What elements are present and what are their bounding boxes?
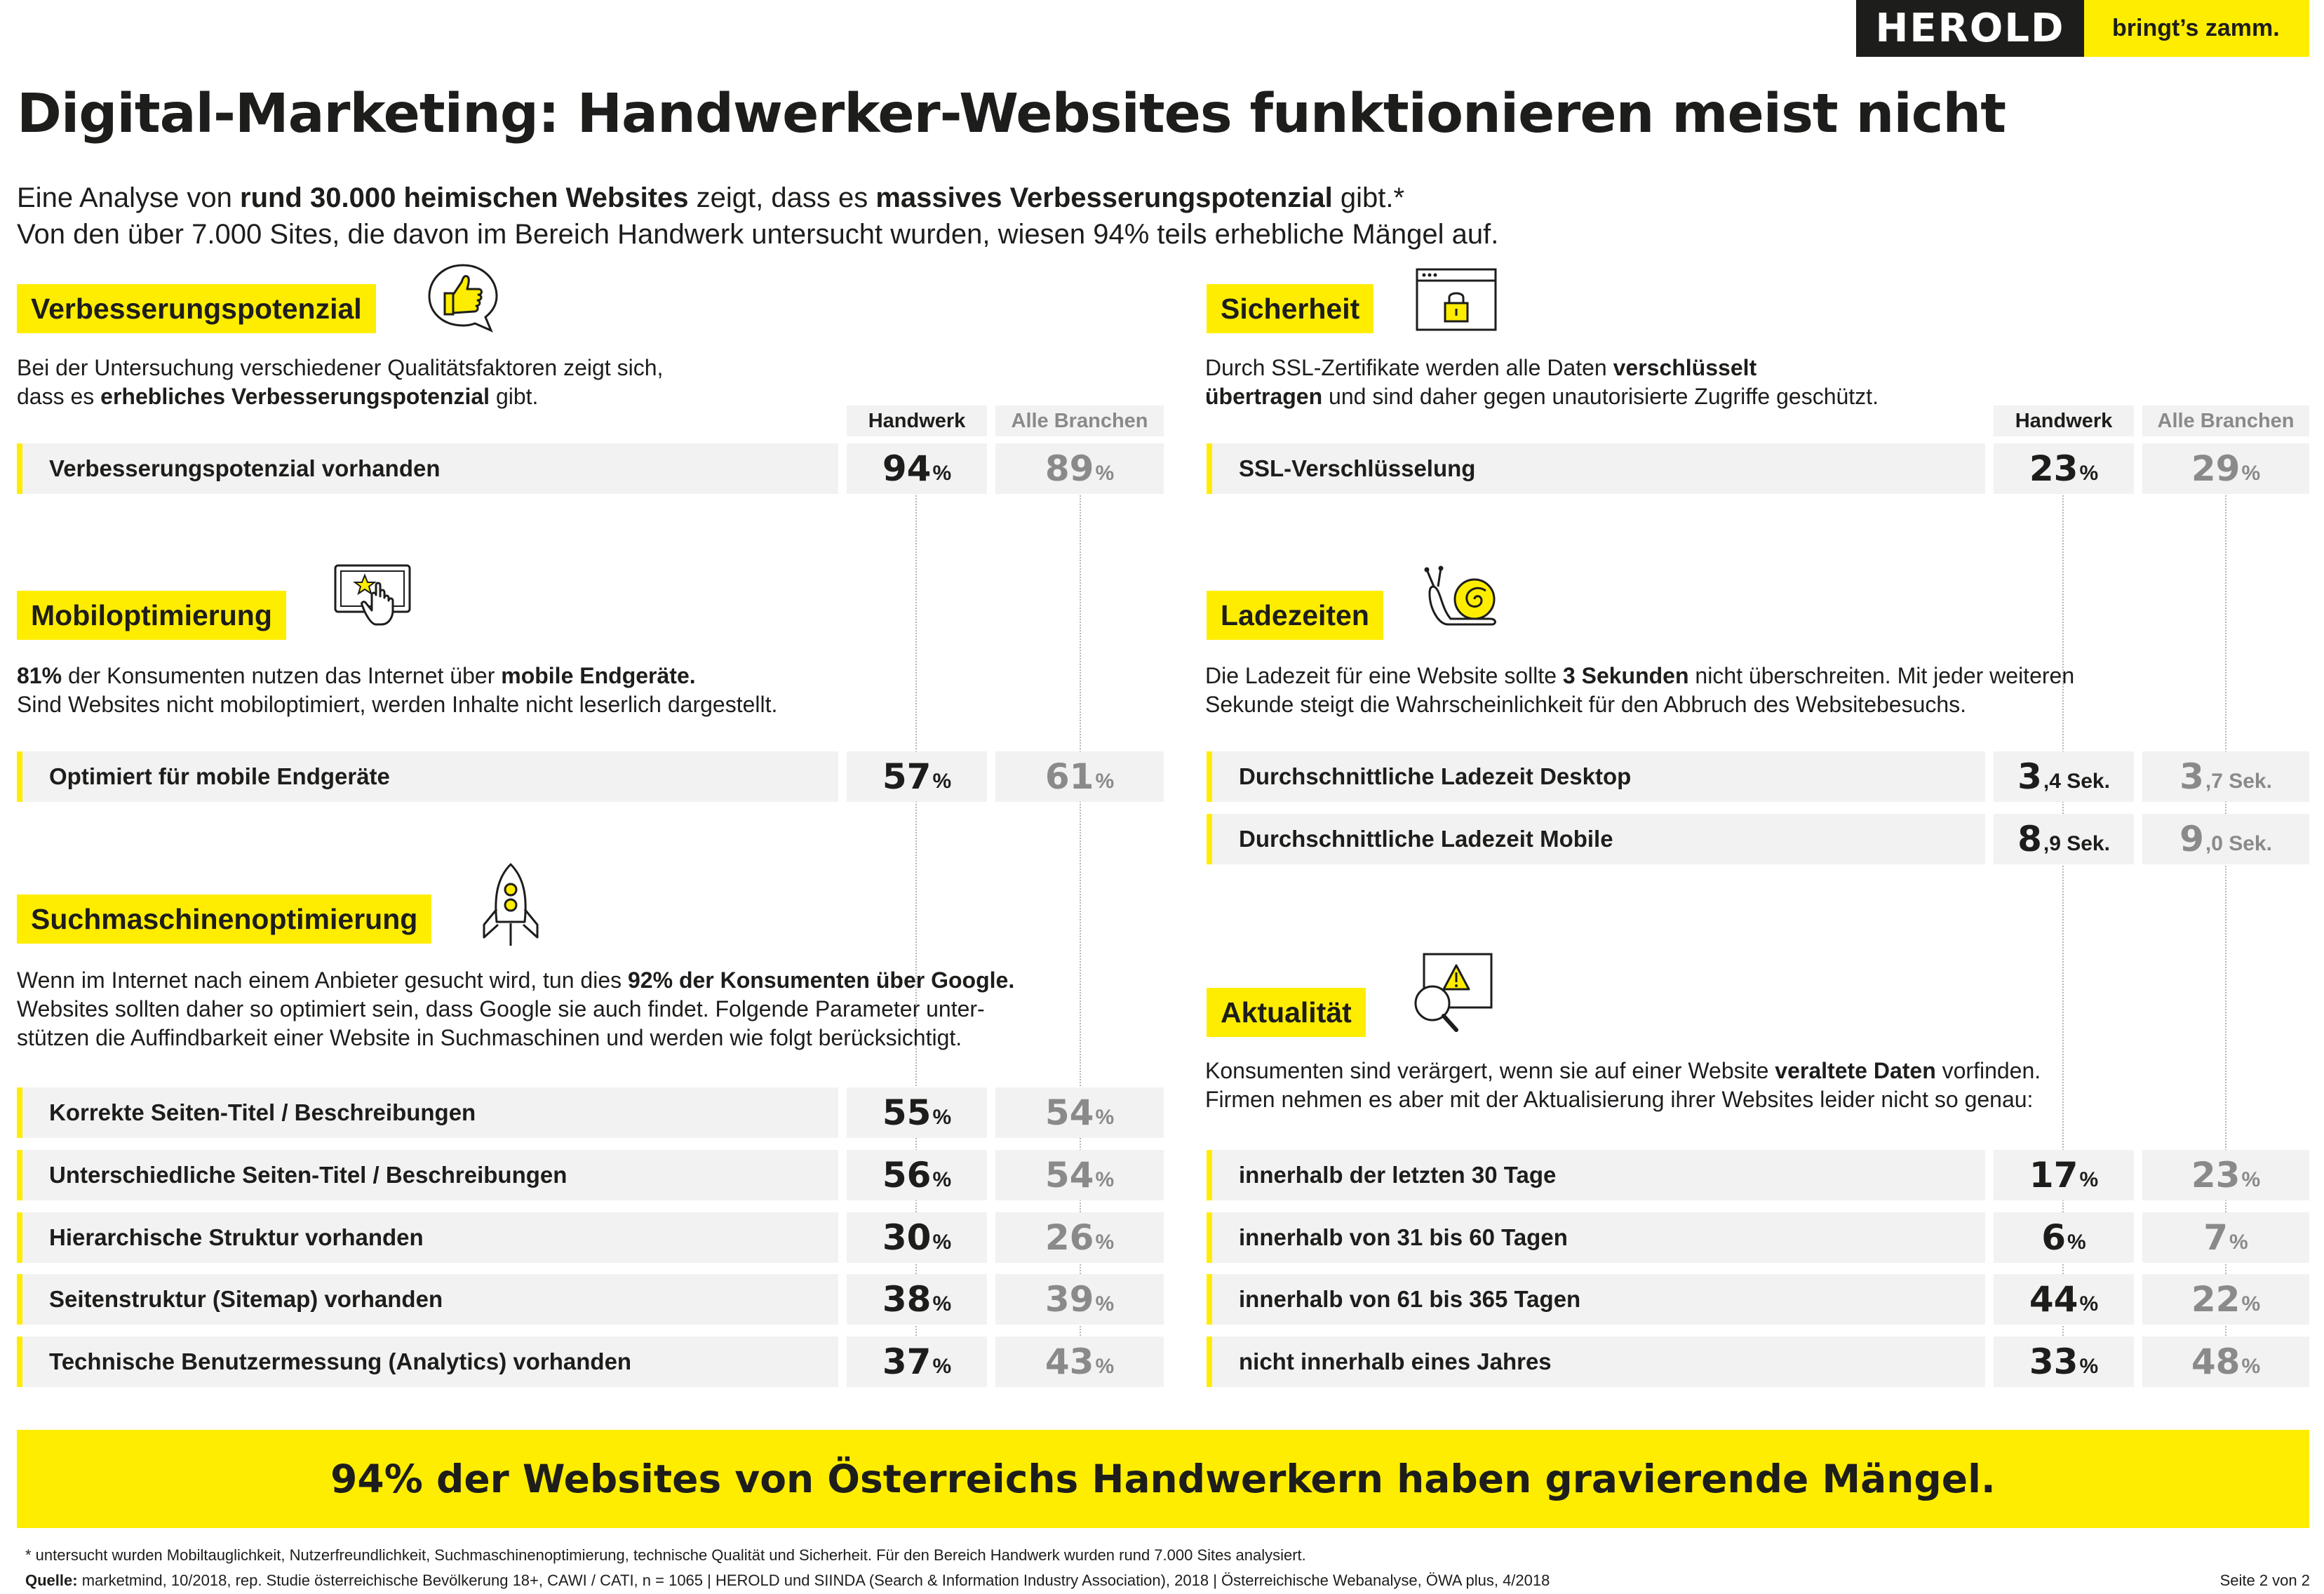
desc-bold: 3 Sekunden xyxy=(1562,663,1689,688)
value-unit: ,0 Sek. xyxy=(2205,832,2272,855)
value-handwerk xyxy=(847,443,987,494)
row-label: Durchschnittliche Ladezeit Desktop xyxy=(1207,751,1985,802)
desc-part: nicht überschreiten. Mit jeder weiteren xyxy=(1688,663,2075,688)
value-alle-branchen xyxy=(2142,1212,2309,1263)
section-tag-aktualitaet: Aktualität xyxy=(1207,988,1366,1037)
desc-line: Sind Websites nicht mobiloptimiert, werden Inhalte nicht leserlich dargestellt. xyxy=(17,692,778,717)
value-number: 7 xyxy=(2203,1217,2229,1258)
value-unit: % xyxy=(2079,1292,2099,1315)
value-unit: % xyxy=(2079,1355,2099,1378)
desc-bold: erhebliches Verbesserungspotenzial xyxy=(100,384,490,409)
value-number: 23 xyxy=(2029,448,2078,489)
desc-part: Konsumenten sind verärgert, wenn sie auf einer Website xyxy=(1205,1058,1775,1083)
column-header-handwerk: Handwerk xyxy=(847,406,987,436)
table-row xyxy=(17,1274,1164,1325)
desc-line: Sekunde steigt die Wahrscheinlichkeit für den Abbruch des Websitebesuchs. xyxy=(1205,692,1967,717)
intro-bold: massives Verbesserungspotenzial xyxy=(875,182,1333,213)
desc-line: Firmen nehmen es aber mit der Aktualisierung ihrer Websites leider nicht so genau: xyxy=(1205,1087,2034,1112)
intro-text xyxy=(17,180,1498,253)
table-row xyxy=(17,1212,1164,1263)
row-label: Hierarchische Struktur vorhanden xyxy=(17,1212,838,1263)
table-row xyxy=(1207,814,2309,864)
snail-icon xyxy=(1420,565,1501,633)
logo-slogan: bringt’s zamm. xyxy=(2084,0,2309,57)
row-label: Verbesserungspotenzial vorhanden xyxy=(17,443,838,494)
value-handwerk xyxy=(847,1212,987,1263)
source-line xyxy=(25,1572,1550,1590)
intro-part: gibt.* xyxy=(1332,182,1405,213)
row-label: Seitenstruktur (Sitemap) vorhanden xyxy=(17,1274,838,1325)
value-alle-branchen xyxy=(2142,1274,2309,1325)
table-row xyxy=(1207,751,2309,802)
thumbs-up-icon xyxy=(424,261,502,334)
value-alle-branchen xyxy=(995,751,1164,802)
value-alle-branchen xyxy=(2142,814,2309,864)
row-label: nicht innerhalb eines Jahres xyxy=(1207,1337,1985,1387)
value-number: 23 xyxy=(2191,1155,2241,1196)
desc-bold: veraltete Daten xyxy=(1775,1058,1936,1083)
value-number: 56 xyxy=(882,1155,932,1196)
value-unit: % xyxy=(932,462,952,485)
value-unit: % xyxy=(932,1231,952,1254)
value-number: 33 xyxy=(2029,1341,2078,1382)
value-number: 3 xyxy=(2179,756,2204,797)
value-handwerk xyxy=(1994,1150,2134,1200)
value-unit: % xyxy=(2241,1168,2261,1191)
value-handwerk xyxy=(1994,814,2134,864)
desc-bold: verschlüsselt xyxy=(1613,355,1757,380)
section-tag-mobil: Mobiloptimierung xyxy=(17,591,286,640)
section-tag-verbesserung: Verbesserungspotenzial xyxy=(17,284,376,333)
desc-part: der Konsumenten nutzen das Internet über xyxy=(62,663,502,688)
table-row xyxy=(17,443,1164,494)
value-handwerk xyxy=(847,751,987,802)
value-handwerk xyxy=(1994,443,2134,494)
value-number: 55 xyxy=(882,1092,932,1133)
summary-banner: 94% der Websites von Österreichs Handwerkern haben gravierende Mängel. xyxy=(17,1430,2309,1528)
value-number: 22 xyxy=(2191,1279,2241,1320)
value-handwerk xyxy=(1994,1274,2134,1325)
value-alle-branchen xyxy=(2142,1150,2309,1200)
value-unit: % xyxy=(932,1292,952,1315)
value-unit: % xyxy=(2241,462,2261,485)
value-number: 37 xyxy=(882,1341,932,1382)
value-number: 44 xyxy=(2029,1279,2078,1320)
desc-line: stützen die Auffindbarkeit einer Website in Suchmaschinen und werden wie folgt berücksichtigt. xyxy=(17,1025,962,1050)
value-number: 6 xyxy=(2041,1217,2067,1258)
value-handwerk xyxy=(847,1274,987,1325)
desc-bold: mobile Endgeräte. xyxy=(501,663,696,688)
value-unit: % xyxy=(1095,1168,1115,1191)
row-label: innerhalb von 31 bis 60 Tagen xyxy=(1207,1212,1985,1263)
value-handwerk xyxy=(1994,1212,2134,1263)
section-tag-ladezeiten: Ladezeiten xyxy=(1207,591,1383,640)
column-header-alle-branchen: Alle Branchen xyxy=(995,406,1164,436)
value-number: 89 xyxy=(1045,448,1094,489)
value-handwerk xyxy=(1994,751,2134,802)
desc-part: vorfinden. xyxy=(1935,1058,2041,1083)
value-unit: ,4 Sek. xyxy=(2043,770,2110,793)
column-header-alle-branchen: Alle Branchen xyxy=(2142,406,2309,436)
value-handwerk xyxy=(847,1150,987,1200)
value-handwerk xyxy=(847,1337,987,1387)
value-number: 94 xyxy=(882,448,932,489)
desc-line: Websites sollten daher so optimiert sein, dass Google sie auch findet. Folgende Parameter unter- xyxy=(17,996,985,1022)
desc-bold: übertragen xyxy=(1205,384,1323,409)
desc-line: Bei der Untersuchung verschiedener Qualitätsfaktoren zeigt sich, xyxy=(17,355,664,380)
value-number: 8 xyxy=(2017,819,2042,859)
desc-part: Wenn im Internet nach einem Anbieter gesucht wird, tun dies xyxy=(17,967,628,993)
table-row xyxy=(1207,1212,2309,1263)
value-unit: % xyxy=(932,1168,952,1191)
intro-line-2: Von den über 7.000 Sites, die davon im Bereich Handwerk untersucht wurden, wiesen 94% teils erhebliche Mängel auf. xyxy=(17,219,1499,250)
value-number: 9 xyxy=(2179,819,2204,859)
value-alle-branchen xyxy=(2142,1337,2309,1387)
value-number: 54 xyxy=(1045,1155,1094,1196)
value-number: 38 xyxy=(882,1279,932,1320)
desc-bold: 92% der Konsumenten über Google. xyxy=(628,967,1015,993)
value-alle-branchen xyxy=(2142,751,2309,802)
row-label: SSL-Verschlüsselung xyxy=(1207,443,1985,494)
verbesserung-desc xyxy=(17,354,663,411)
section-tag-sicherheit: Sicherheit xyxy=(1207,284,1373,333)
secure-browser-icon xyxy=(1414,267,1500,334)
table-row xyxy=(17,1150,1164,1200)
ladezeiten-desc xyxy=(1205,662,2074,719)
value-number: 30 xyxy=(882,1217,932,1258)
value-unit: % xyxy=(2241,1355,2261,1378)
value-number: 26 xyxy=(1045,1217,1094,1258)
value-unit: % xyxy=(1095,1292,1115,1315)
row-label: innerhalb von 61 bis 365 Tagen xyxy=(1207,1274,1985,1325)
row-label: Optimiert für mobile Endgeräte xyxy=(17,751,838,802)
value-number: 43 xyxy=(1045,1341,1094,1382)
table-row xyxy=(17,1087,1164,1138)
table-row xyxy=(17,1337,1164,1387)
value-handwerk xyxy=(847,1087,987,1138)
intro-bold: rund 30.000 heimischen Websites xyxy=(240,182,689,213)
column-header-handwerk: Handwerk xyxy=(1994,406,2134,436)
intro-part: zeigt, dass es xyxy=(688,182,876,213)
value-number: 57 xyxy=(882,756,932,797)
tablet-touch-icon xyxy=(331,561,415,631)
value-unit: % xyxy=(2229,1231,2248,1254)
seo-desc xyxy=(17,966,1014,1052)
value-alle-branchen xyxy=(2142,443,2309,494)
table-row xyxy=(1207,1337,2309,1387)
value-unit: % xyxy=(1095,1106,1115,1129)
search-warning-icon xyxy=(1407,951,1494,1036)
source-text: marketmind, 10/2018, rep. Studie österreichische Bevölkerung 18+, CAWI / CATI, n = 1065 | HEROLD und SIINDA (Search & Information Industry Association), 2018 | Österreichische Webanalyse, ÖWA plus, 4/2018 xyxy=(77,1572,1550,1589)
intro-part: Eine Analyse von xyxy=(17,182,240,213)
desc-bold: 81% xyxy=(17,663,62,688)
value-unit: % xyxy=(2079,462,2099,485)
desc-part: und sind daher gegen unautorisierte Zugriffe geschützt. xyxy=(1322,384,1879,409)
rocket-icon xyxy=(477,860,544,951)
row-label: Technische Benutzermessung (Analytics) vorhanden xyxy=(17,1337,838,1387)
value-unit: % xyxy=(932,770,952,793)
row-label: Durchschnittliche Ladezeit Mobile xyxy=(1207,814,1985,864)
table-row xyxy=(17,751,1164,802)
table-row xyxy=(1207,443,2309,494)
value-number: 17 xyxy=(2029,1155,2078,1196)
value-alle-branchen xyxy=(995,1274,1164,1325)
value-number: 61 xyxy=(1045,756,1094,797)
mobil-desc xyxy=(17,662,777,719)
footnote: * untersucht wurden Mobiltauglichkeit, Nutzerfreundlichkeit, Suchmaschinenoptimierung, technische Qualität und Sicherheit. Für den Bereich Handwerk wurden rund 7.000 Sites analysiert. xyxy=(25,1546,1306,1564)
herold-logo xyxy=(1856,0,2309,57)
desc-part: dass es xyxy=(17,384,101,409)
value-unit: % xyxy=(2067,1231,2086,1254)
row-label: Korrekte Seiten-Titel / Beschreibungen xyxy=(17,1087,838,1138)
value-unit: % xyxy=(2241,1292,2261,1315)
section-tag-seo: Suchmaschinenoptimierung xyxy=(17,895,431,944)
table-row xyxy=(1207,1150,2309,1200)
value-unit: % xyxy=(932,1355,952,1378)
value-unit: ,9 Sek. xyxy=(2043,832,2110,855)
sicherheit-desc xyxy=(1205,354,1879,411)
row-label: Unterschiedliche Seiten-Titel / Beschreibungen xyxy=(17,1150,838,1200)
desc-part: gibt. xyxy=(490,384,539,409)
value-unit: % xyxy=(1095,1355,1115,1378)
value-alle-branchen xyxy=(995,1087,1164,1138)
value-alle-branchen xyxy=(995,1150,1164,1200)
page-number: Seite 2 von 2 xyxy=(2219,1572,2310,1589)
value-number: 39 xyxy=(1045,1279,1094,1320)
value-number: 48 xyxy=(2191,1341,2241,1382)
source-label: Quelle: xyxy=(25,1572,78,1589)
aktualitaet-desc xyxy=(1205,1057,2041,1114)
value-unit: % xyxy=(2079,1168,2099,1191)
value-alle-branchen xyxy=(995,1212,1164,1263)
value-alle-branchen xyxy=(995,443,1164,494)
value-unit: % xyxy=(1095,462,1115,485)
value-handwerk xyxy=(1994,1337,2134,1387)
logo-wordmark: HEROLD xyxy=(1856,0,2084,57)
row-label: innerhalb der letzten 30 Tage xyxy=(1207,1150,1985,1200)
table-row xyxy=(1207,1274,2309,1325)
value-alle-branchen xyxy=(995,1337,1164,1387)
value-unit: ,7 Sek. xyxy=(2205,770,2272,793)
value-number: 29 xyxy=(2191,448,2241,489)
value-unit: % xyxy=(932,1106,952,1129)
value-unit: % xyxy=(1095,1231,1115,1254)
desc-part: Durch SSL-Zertifikate werden alle Daten xyxy=(1205,355,1613,380)
page-title: Digital-Marketing: Handwerker-Websites funktionieren meist nicht xyxy=(17,83,2006,145)
desc-part: Die Ladezeit für eine Website sollte xyxy=(1205,663,1563,688)
value-number: 54 xyxy=(1045,1092,1094,1133)
value-number: 3 xyxy=(2017,756,2042,797)
value-unit: % xyxy=(1095,770,1115,793)
